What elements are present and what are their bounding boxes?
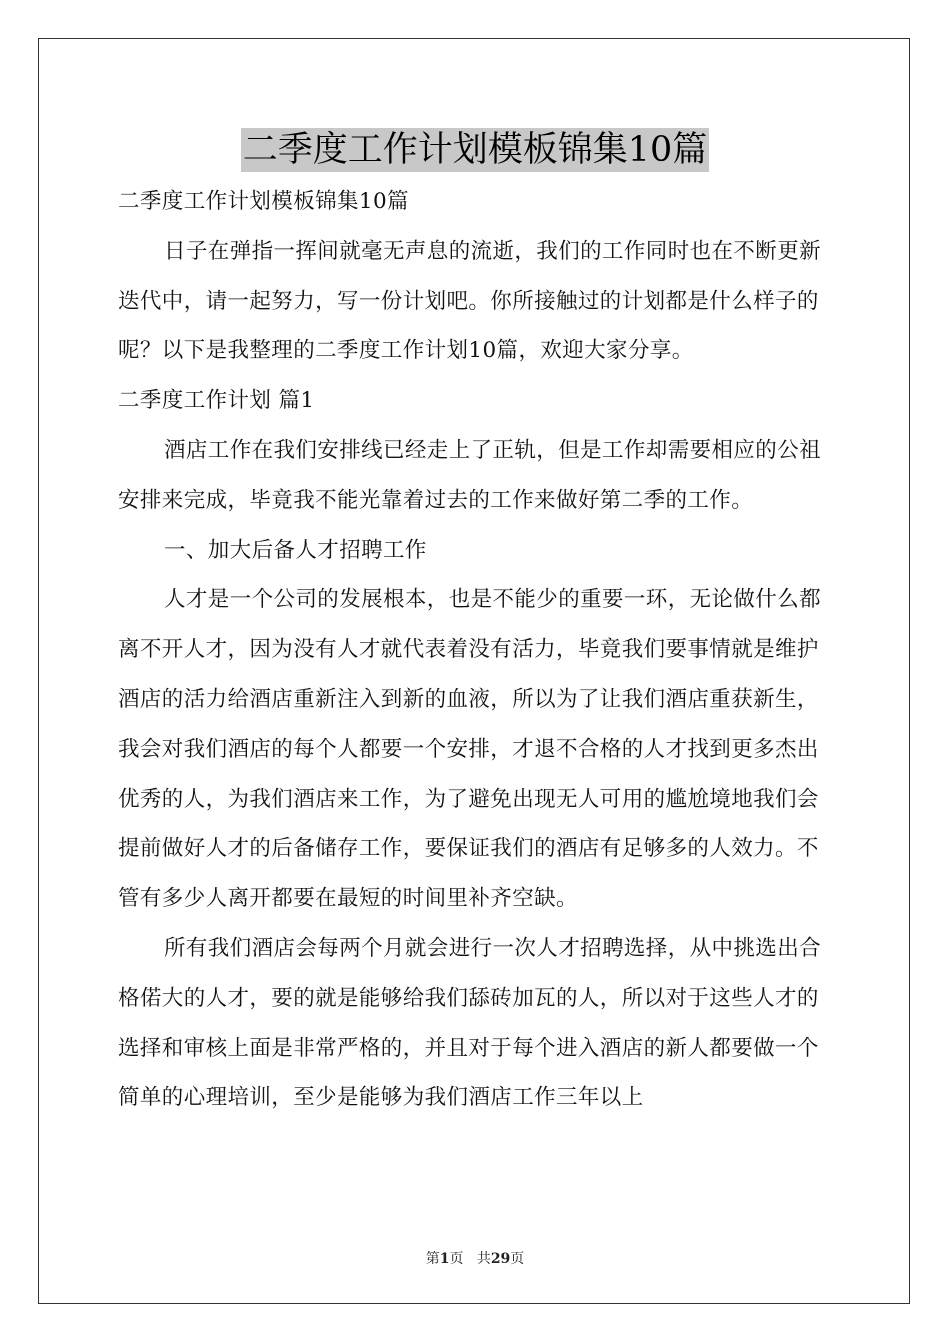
subtitle-line: 二季度工作计划模板锦集10篇 (118, 189, 409, 214)
page-prefix: 第 (425, 1251, 440, 1267)
title-container (0, 128, 950, 172)
body-paragraph: 所有我们酒店会每两个月就会进行一次人才招聘选择，从中挑选出合格偌大的人才，要的就是能够给我们舔砖加瓦的人，所以对于这些人才的选择和审核上面是非常严格的，并且对于每个进入酒店的新人都要做一个简单的心理培训，至少是能够为我们酒店工作三年以上 (118, 935, 822, 1111)
total-prefix: 共 (476, 1251, 491, 1267)
total-suffix: 页 (510, 1251, 525, 1267)
page-suffix: 页 (449, 1251, 464, 1267)
page-number: 1 (439, 1251, 450, 1267)
document-body (118, 177, 834, 1123)
subsection-heading: 一、加大后备人才招聘工作 (164, 537, 427, 563)
intro-paragraph: 日子在弹指一挥间就毫无声息的流逝，我们的工作同时也在不断更新迭代中，请一起努力，写一份计划吧。你所接触过的计划都是什么样子的呢？以下是我整理的二季度工作计划10篇，欢迎大家分享。 (118, 238, 822, 364)
body-paragraph: 人才是一个公司的发展根本，也是不能少的重要一环，无论做什么都离不开人才，因为没有人才就代表着没有活力，毕竟我们要事情就是维护酒店的活力给酒店重新注入到新的血液，所以为了让我们酒店重获新生，我会对我们酒店的每个人都要一个安排，才退不合格的人才找到更多杰出优秀的人，为我们酒店来工作，为了避免出现无人可用的尴尬境地我们会提前做好人才的后备储存工作，要保证我们的酒店有足够多的人效力。不管有多少人离开都要在最短的时间里补齐空缺。 (118, 587, 822, 912)
body-paragraph: 酒店工作在我们安排线已经走上了正轨，但是工作却需要相应的公祖安排来完成，毕竟我不能光靠着过去的工作来做好第二季的工作。 (118, 437, 822, 513)
page-footer (0, 1248, 950, 1268)
total-pages: 29 (490, 1251, 511, 1267)
section-heading: 二季度工作计划 篇1 (118, 388, 315, 414)
document-title: 二季度工作计划模板锦集10篇 (242, 130, 708, 170)
